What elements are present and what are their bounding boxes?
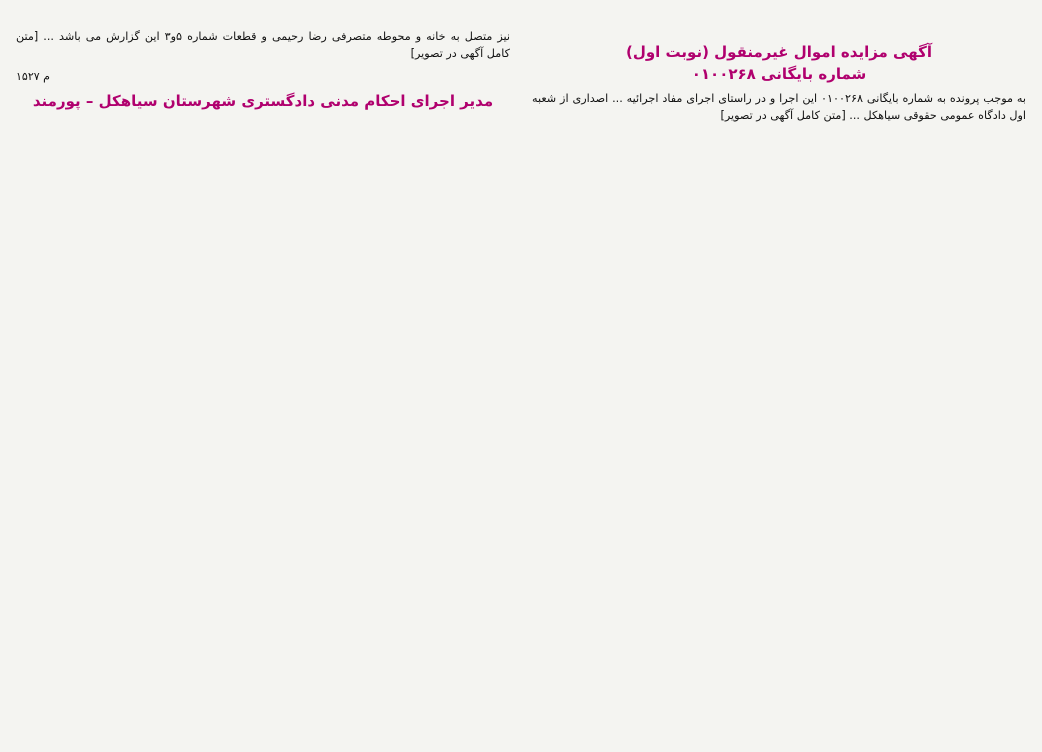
signature-line: مدیر اجرای احکام مدنی دادگستری شهرستان سیاهکل – پورمند bbox=[32, 91, 494, 110]
document-number: م ۱۵۲۷ bbox=[16, 70, 50, 84]
notice-subtitle: شماره بایگانی ۰۱۰۰۲۶۸ bbox=[691, 65, 867, 83]
notice-title: آگهی مزایده اموال غیرمنقول (نوبت اول) bbox=[625, 43, 933, 61]
notice-columns bbox=[16, 28, 1026, 732]
left-column bbox=[16, 28, 510, 732]
right-column bbox=[532, 28, 1026, 732]
right-column-text: به موجب پرونده به شماره بایگانی ۰۱۰۰۲۶۸ این اجرا و در راستای اجرای مفاد اجرائیه ... اصداری از شعبه اول دادگاه عمومی حقوقی سیاهکل ... [متن کامل آگهی در تصویر] bbox=[532, 92, 1026, 123]
left-column-text: نیز متصل به خانه و محوطه متصرفی رضا رحیمی و قطعات شماره ۵و۳ این گزارش می باشد ... [متن کامل آگهی در تصویر] bbox=[16, 30, 510, 61]
